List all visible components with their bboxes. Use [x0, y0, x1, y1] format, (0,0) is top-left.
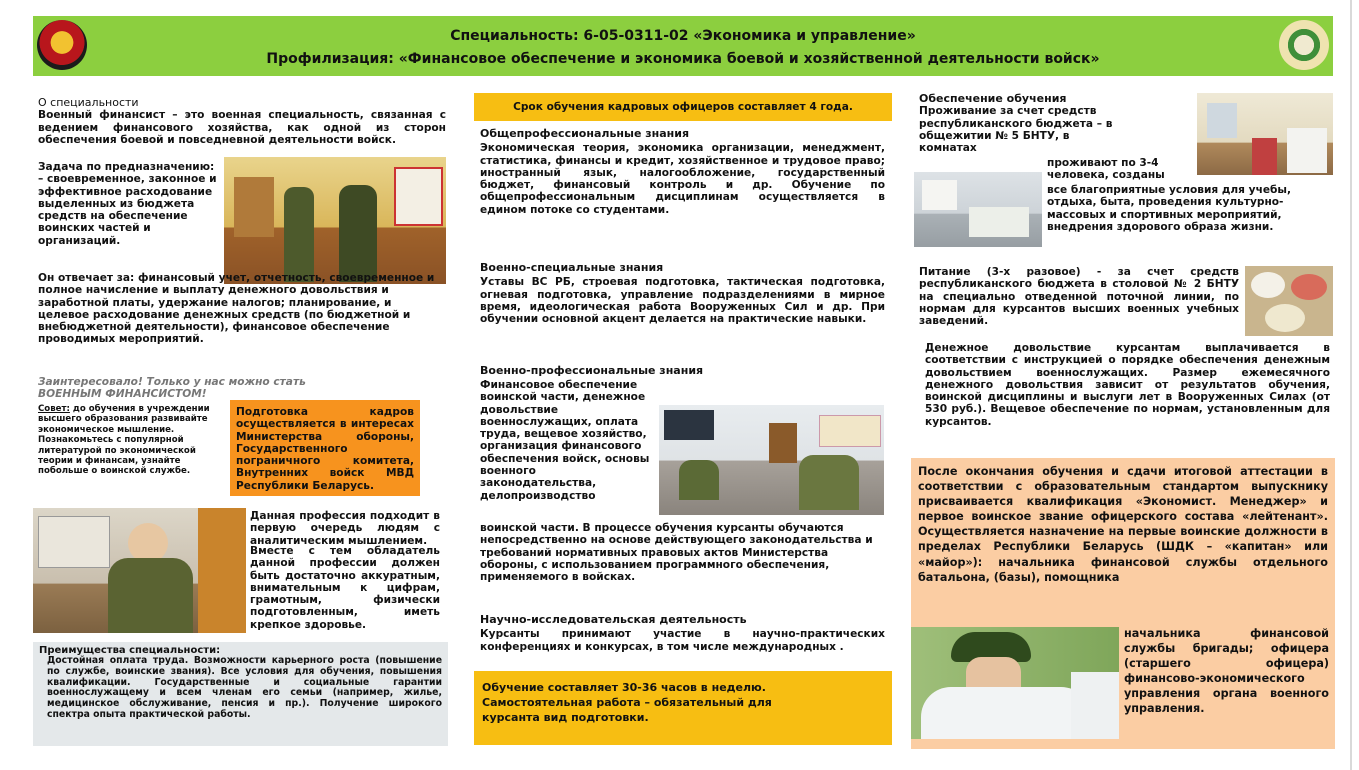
graduation-text-2: начальника финансовой службы бригады; офицера (старшего офицера) финансово-экономического управления органа военного управления.	[1124, 627, 1329, 716]
research-title: Научно-исследовательская деятельность	[480, 613, 747, 626]
about-section	[38, 97, 446, 146]
advice-label: Совет:	[38, 404, 70, 414]
student-photo	[33, 508, 246, 633]
responsibilities-text: Он отвечает за: финансовый учет, отчетность, своевременное и полное начисление и выплату денежного довольствия и заработной платы, удержание налогов; планирование, и целевое расходование денежных средств (по бюджетной и внебюджетной деятельности), финансовое обеспечение проводимых мероприятий.	[38, 272, 435, 346]
pay-text: Денежное довольствие курсантам выплачивается в соответствии с инструкцией о порядке обеспечения денежным довольствием военнослужащих. Размер ежемесячного денежного довольствия зависит от результатов обучения, воинской дисциплины и выслуги лет в Вооруженных Силах (от 530 руб.). Вещевое обеспечение по нормам, установленным для курсантов.	[925, 342, 1330, 428]
provision-text-2: проживают по 3-4 человека, созданы	[1047, 157, 1165, 182]
profession-text-2: Вместе с тем обладатель данной профессии должен быть достаточно аккуратным, внимательным к цифрам, грамотным, физически подготовленным, иметь крепкое здоровье.	[250, 545, 440, 631]
advantages-box	[33, 642, 448, 746]
vprof-title: Военно-профессиональные знания	[480, 364, 704, 377]
duration-box	[474, 93, 892, 121]
header-line-1: Специальность: 6-05-0311-02 «Экономика и управление»	[450, 28, 916, 44]
vprof-text-2: воинской части. В процессе обучения курсанты обучаются непосредственно на основе действующего законодательства и требований нормативных правовых актов Министерства обороны, с использованием программного обеспечения, применяемого в войсках.	[480, 522, 873, 584]
military-text: Уставы ВС РБ, строевая подготовка, тактическая подготовка, огневая подготовка, управление подразделениями в мирное время, идеологическая работа Вооруженных Сил и др. При обучении основной акцент делается на практические навыки.	[480, 276, 885, 326]
classroom-photo	[659, 405, 884, 515]
food-photo	[1245, 266, 1333, 336]
general-text: Экономическая теория, экономика организации, менеджмент, статистика, финансы и кредит, хозяйственное и трудовое право; иностранный язык, налогообложение, государственный бюджет, финансовый контроль и др. Обучение по общепрофессиональным дисциплинам осуществляется в едином потоке со студентами.	[480, 142, 885, 216]
military-title: Военно-специальные знания	[480, 261, 664, 274]
interested-text: Заинтересовало! Только у нас можно стать ВОЕННЫМ ФИНАНСИСТОМ!	[38, 376, 306, 401]
officer-photo	[911, 627, 1119, 739]
advantages-text: Достойная оплата труда. Возможности карьерного роста (повышение по службе, воинские звания). Все условия для обучения, повышения квалификации. Государственные и социальные гарантии военнослужащему и всем членам его семьи (например, жилье, медицинское обслуживание, пенсия и пр.). Получение широкого спектра опыта практической работы.	[47, 655, 442, 720]
dorm-photo-2	[914, 172, 1042, 247]
orange-box-text: Подготовка кадров осуществляется в интересах Министерства обороны, Государственного пограничного комитета, Внутренних войск МВД Республики Беларусь.	[236, 406, 414, 492]
advice-body: до обучения в учреждении высшего образования развивайте экономическое мышление. Познакомьтесь с популярной литературой по экономической теории и финансам, узнайте побольше о воинской службе.	[38, 404, 210, 477]
provision-section	[919, 93, 1189, 154]
right-border-line	[1350, 0, 1352, 770]
study-text: Обучение составляет 30-36 часов в неделю. Самостоятельная работа – обязательный для курсанта вид подготовки.	[482, 681, 772, 724]
general-title: Общепрофессиональные знания	[480, 127, 690, 140]
advantages-title: Преимущества специальности:	[39, 645, 221, 656]
handshake-photo	[224, 157, 446, 284]
study-box	[474, 671, 892, 745]
orange-box	[230, 400, 420, 496]
provision-text-1: Проживание за счет средств республиканского бюджета – в общежитии № 5 БНТУ, в комнатах	[919, 105, 1113, 155]
provision-title: Обеспечение обучения	[919, 92, 1067, 105]
duration-text: Срок обучения кадровых офицеров составляет 4 года.	[513, 101, 853, 113]
research-section	[480, 614, 885, 653]
header-banner	[33, 16, 1333, 76]
header-line-2: Профилизация: «Финансовое обеспечение и экономика боевой и хозяйственной деятельности войск»	[266, 51, 1100, 67]
military-section	[480, 262, 885, 325]
right-emblem-icon	[1279, 20, 1329, 70]
dorm-photo-1	[1197, 93, 1333, 175]
vprof-section	[480, 365, 885, 377]
about-text: Военный финансист – это военная специальность, связанная с ведением финансового хозяйства, как одной из сторон обеспечения боевой и повседневной деятельности войск.	[38, 109, 446, 146]
food-text: Питание (3-х разовое) - за счет средств республиканского бюджета в столовой № 2 БНТУ на специально отведенной поточной линии, по нормам для курсантов высших военных учебных заведений.	[919, 266, 1239, 328]
graduation-text-1: После окончания обучения и сдачи итоговой аттестации в соответствии с образовательным стандартом выпускнику присваивается квалификация «Экономист. Менеджер» и первое воинское звание офицерского состава «лейтенант». Осуществляется назначение на первые воинские должности в пределах Республики Беларусь (ШДК – «капитан» или «майор»): начальника финансовой службы отдельного батальона, (базы), помощника	[918, 465, 1328, 584]
provision-text-3: все благоприятные условия для учебы, отдыха, быта, проведения культурно-массовых и спортивных мероприятий, внедрения здорового образа жизни.	[1047, 184, 1292, 233]
task-text: Задача по предназначению: – своевременное, законное и эффективное расходование выделенных из бюджета средств на обеспечение воинских частей и организаций.	[38, 161, 217, 247]
about-title: О специальности	[38, 96, 139, 109]
profession-text-1: Данная профессия подходит в первую очередь людям с аналитическим мышлением.	[250, 510, 440, 547]
vprof-text-1: Финансовое обеспечение воинской части, денежное довольствие военнослужащих, оплата труда, вещевое хозяйство, организация финансового обеспечения войск, основы военного законодательства, делопроизводство	[480, 379, 650, 502]
general-section	[480, 128, 885, 216]
research-text: Курсанты принимают участие в научно-практических конференциях и конкурсах, в том числе международных .	[480, 628, 885, 653]
advice-text	[38, 404, 224, 477]
